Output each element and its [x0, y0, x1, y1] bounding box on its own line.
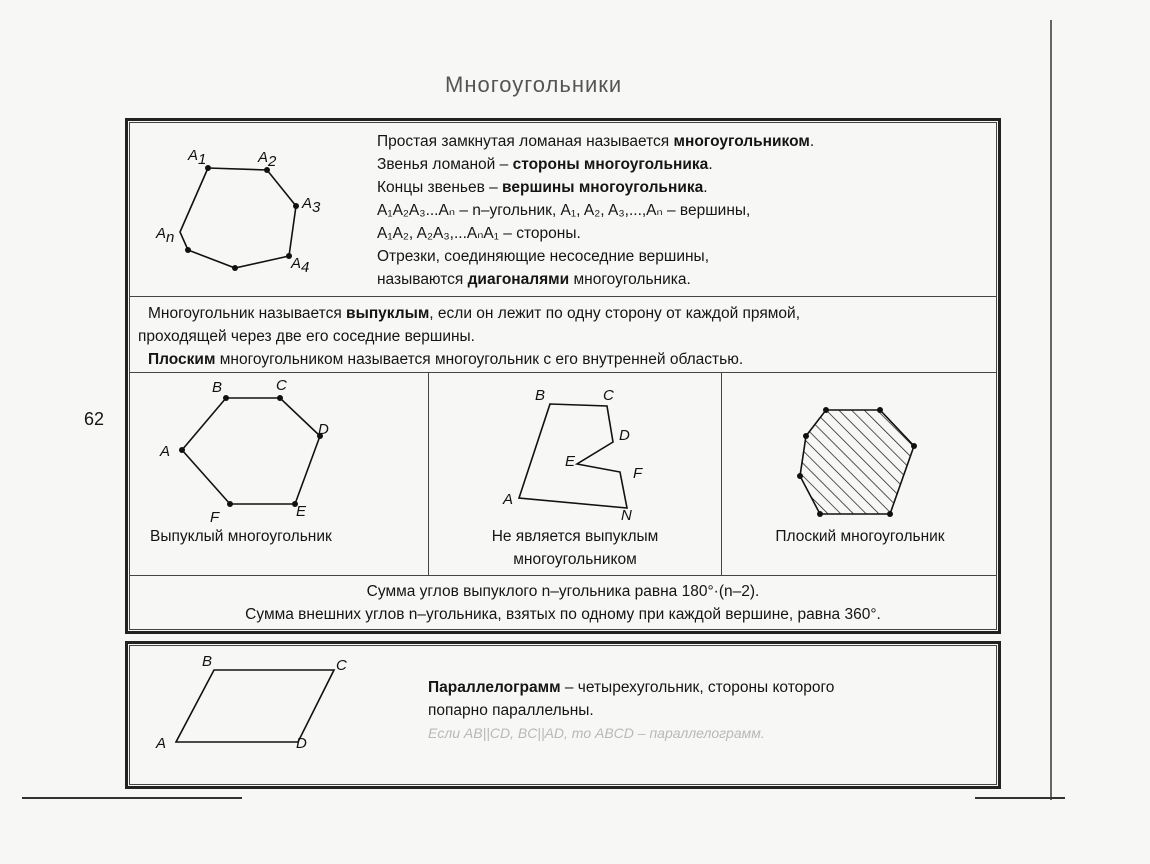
vertex-d-label: D — [318, 421, 329, 438]
vertex-e-label: E — [296, 503, 307, 520]
vertex-a-label: A — [160, 443, 171, 460]
vertex-c-label: C — [336, 657, 347, 674]
vertex-f-label: F — [210, 509, 220, 524]
divider — [129, 296, 997, 297]
vertex-b-label: B — [535, 387, 546, 404]
vertex-f-label: F — [633, 465, 643, 482]
polygon-definition: Простая замкнутая ломаная называется многоугольником. Звенья ломаной – стороны многоугольника. Концы звеньев – вершины многоугольника. A₁A₂A₃...Aₙ – n–угольник, A₁, A₂, A₃,...,Aₙ – вершины, A₁A₂, A₂A₃,...AₙA₁ – стороны. Отрезки, соединяющие несоседние вершины, называются диагоналями многоугольника. — [377, 133, 815, 288]
vertex-a2-label: A2 — [258, 149, 277, 170]
convex-hexagon-figure — [150, 376, 350, 524]
divider — [129, 575, 997, 576]
vertex-a1-label: A1 — [188, 147, 207, 168]
concave-polygon-figure — [495, 380, 665, 520]
divider — [721, 372, 722, 575]
vertex-d-label: D — [296, 735, 307, 752]
vertex-b-label: B — [212, 379, 223, 396]
vertex-a4-label: A4 — [291, 255, 310, 276]
vertex-a-label: A — [156, 735, 167, 752]
angle-sum-text: Сумма углов выпуклого n–угольника равна 180°·(n–2). Сумма внешних углов n–угольника, взятых по одному при каждой вершине, равна 360°. — [245, 583, 881, 623]
margin-line — [1050, 20, 1052, 800]
flat-caption: Плоский многоугольник — [775, 528, 945, 545]
vertex-n-label: N — [621, 507, 632, 520]
vertex-a3-label: A3 — [302, 195, 321, 216]
heptagon-figure — [150, 140, 330, 280]
flat-polygon-figure — [790, 400, 930, 524]
vertex-c-label: C — [603, 387, 614, 404]
page-number: 62 — [84, 409, 105, 429]
vertex-d-label: D — [619, 427, 630, 444]
vertex-e-label: E — [565, 453, 576, 470]
parallelogram-definition: Параллелограмм – четырехугольник, стороны которого попарно параллельны. Если AB||CD, BC||AD, то ABCD – параллелограмм. — [428, 679, 835, 741]
vertex-an-label: An — [156, 225, 175, 246]
divider — [129, 372, 997, 373]
bottom-rule-left — [22, 797, 242, 799]
vertex-c-label: C — [276, 377, 287, 394]
convex-definition: Многоугольник называется выпуклым, если он лежит по одну сторону от каждой прямой, проходящей через две его соседние вершины. Плоским многоугольником называется многоугольник с его внутренней областью. — [138, 305, 801, 368]
convex-caption: Выпуклый многоугольник — [150, 528, 332, 545]
not-convex-caption: Не является выпуклым многоугольником — [491, 528, 659, 568]
vertex-b-label: B — [202, 653, 213, 670]
parallelogram-figure — [150, 650, 360, 754]
divider — [428, 372, 429, 575]
vertex-a-label: A — [503, 491, 514, 508]
page-title: Многоугольники — [445, 72, 623, 97]
bottom-rule-right — [975, 797, 1065, 799]
